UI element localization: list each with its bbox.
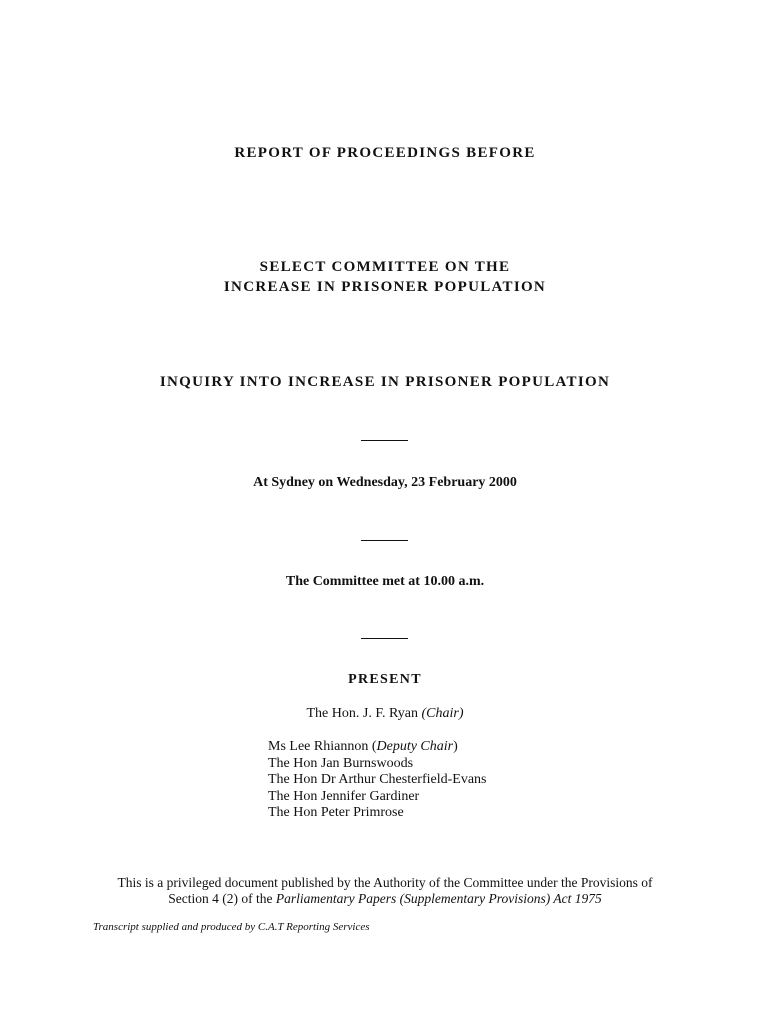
divider-rule — [361, 440, 408, 441]
member-name: The Hon Dr Arthur Chesterfield-Evans — [268, 772, 487, 787]
member-name: The Hon Jennifer Gardiner — [268, 788, 420, 804]
divider-rule — [361, 638, 408, 639]
present-heading: PRESENT — [348, 672, 422, 687]
notice-act-title: Parliamentary Papers (Supplementary Provisions) Act 1975 — [275, 891, 602, 906]
committee-title-line2: INCREASE IN PRISONER POPULATION — [223, 279, 547, 295]
privilege-notice-line2 — [0, 891, 770, 907]
paren-close: ) — [453, 739, 458, 754]
chair-line — [0, 706, 770, 722]
member-name: The Hon Peter Primrose — [268, 805, 404, 820]
chair-role: (Chair) — [421, 706, 464, 721]
meeting-time: The Committee met at 10.00 a.m. — [285, 574, 485, 589]
divider-rule — [361, 540, 408, 541]
inquiry-title: INQUIRY INTO INCREASE IN PRISONER POPULATION — [159, 374, 611, 390]
meeting-location-date: At Sydney on Wednesday, 23 February 2000 — [253, 475, 517, 490]
paren-open: ( — [371, 739, 377, 754]
chair-name: The Hon. J. F. Ryan — [306, 706, 418, 721]
proceedings-title: REPORT OF PROCEEDINGS BEFORE — [234, 145, 536, 161]
privilege-notice-line1: This is a privileged document published by the Authority of the Committee under the Provisions of — [117, 875, 653, 890]
deputy-name: Ms Lee Rhiannon — [268, 739, 369, 754]
privilege-notice — [0, 875, 770, 907]
notice-section: Section 4 (2) of the — [168, 891, 273, 906]
member-list — [268, 739, 487, 822]
transcript-credit: Transcript supplied and produced by C.A.T Reporting Services — [93, 921, 370, 933]
deputy-chair-line — [268, 739, 487, 756]
member-name: The Hon Jan Burnswoods — [268, 755, 414, 771]
deputy-role: Deputy Chair — [376, 739, 454, 754]
committee-title-line1: SELECT COMMITTEE ON THE — [259, 259, 511, 275]
